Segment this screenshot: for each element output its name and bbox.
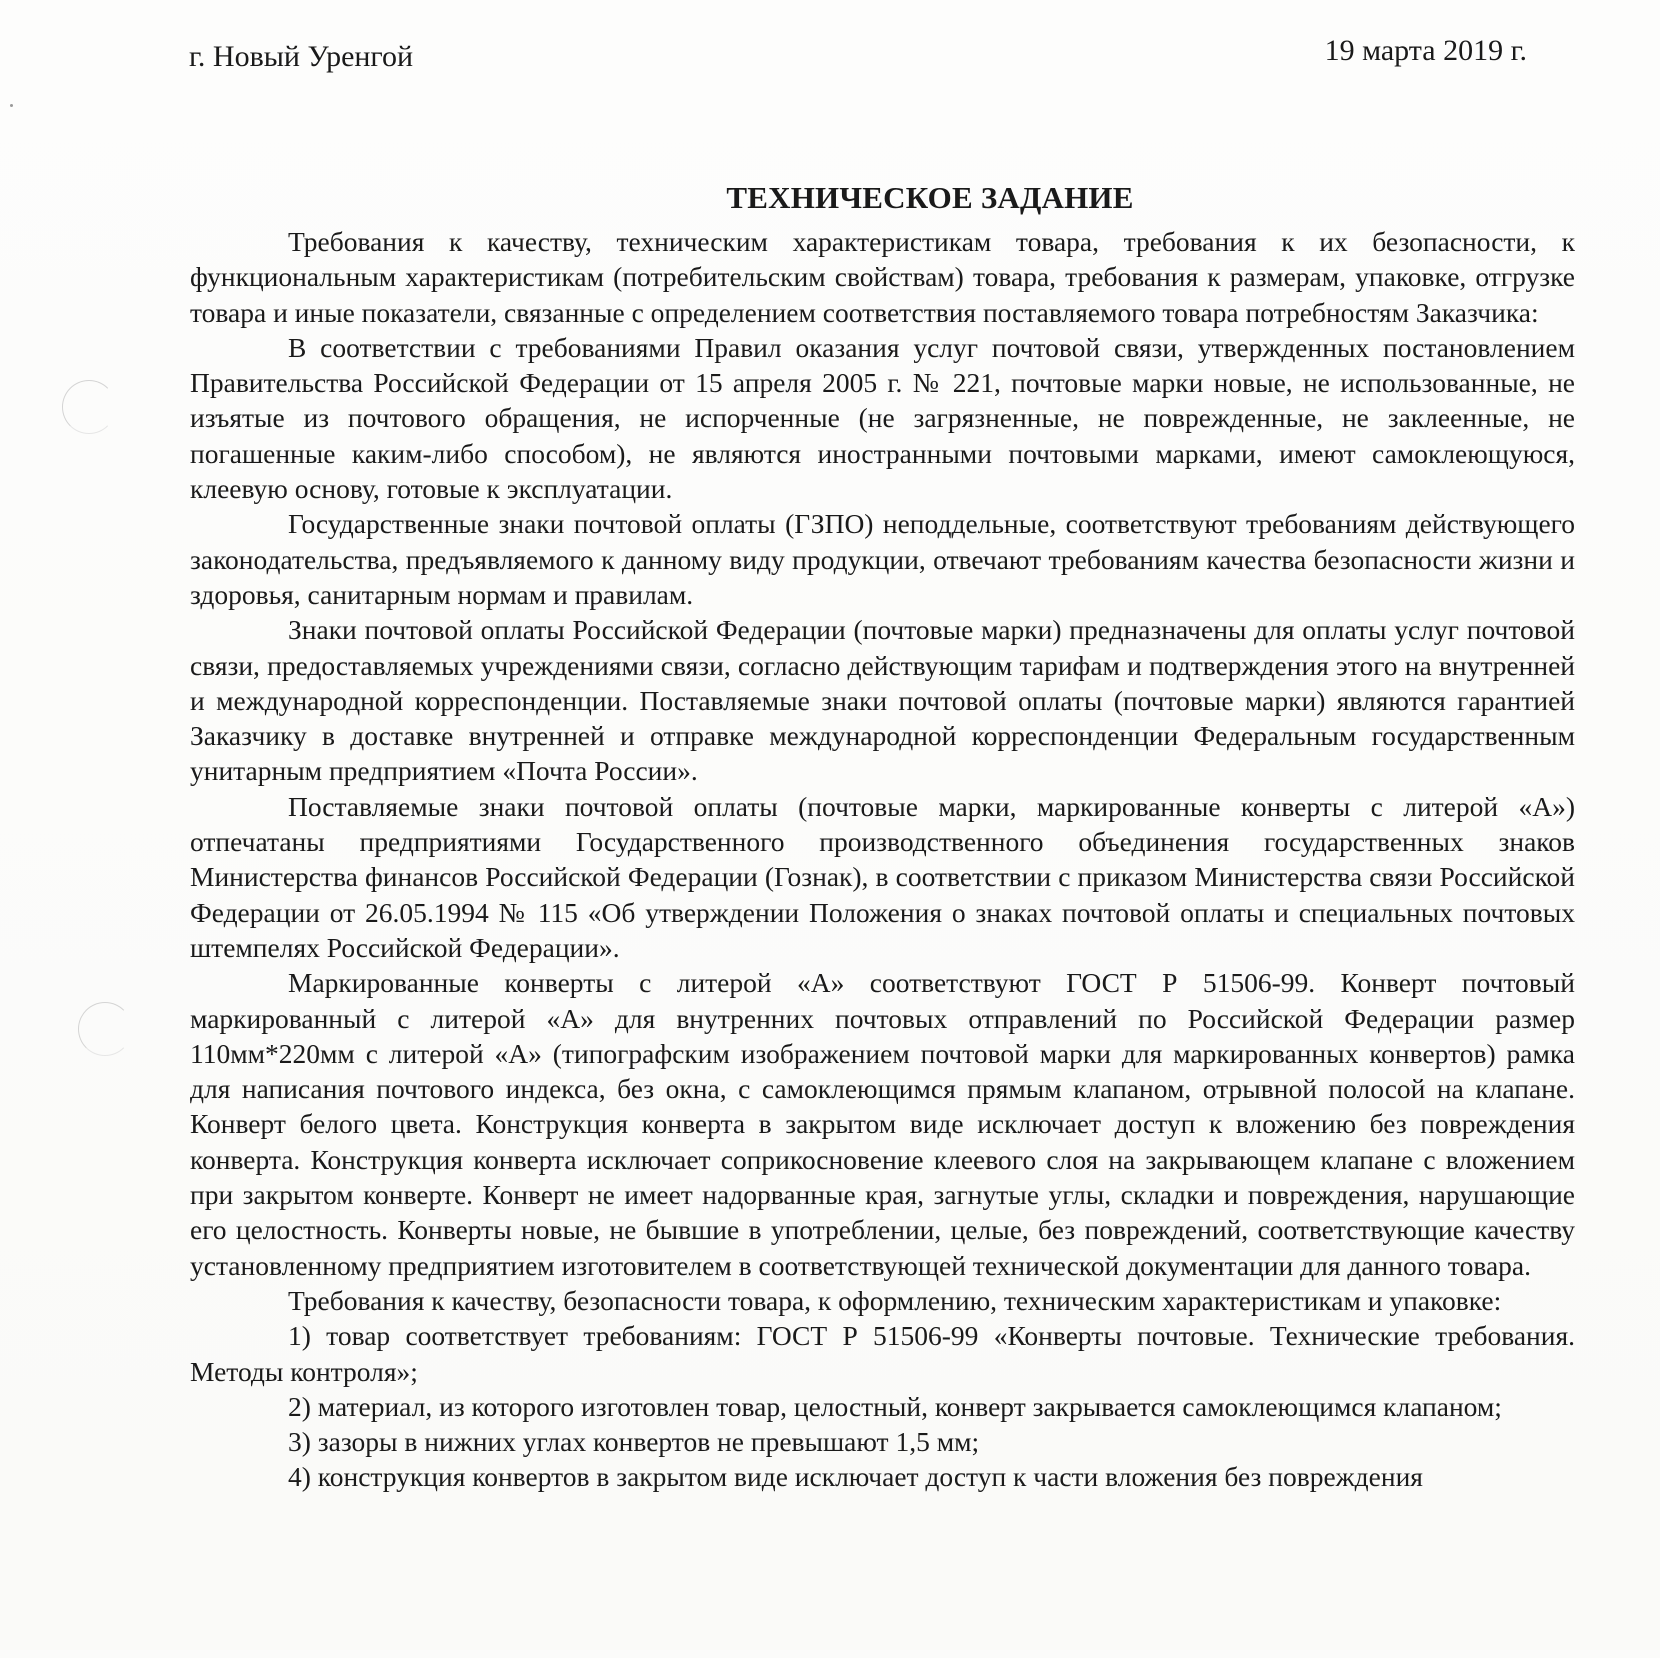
paragraph-gzpo: Государственные знаки почтовой оплаты (ГЗПО) неподдельные, соответствуют требованиям действующего законодательства, предъявляемого к данному виду продукции, отвечают требованиям качества безопасности жизни и здоровья, санитарным нормам и правилам. [190,508,1575,610]
paragraph-postal-rules: В соответствии с требованиями Правил оказания услуг почтовой связи, утвержденных постановлением Правительства Российской Федерации от 15 апреля 2005 г. № 221, почтовые марки новые, не использованные, не изъятые из почтового обращения, не испорченные (не загрязненные, не поврежденные, не заклеенные, не погашенные каким-либо способом), не являются иностранными почтовыми марками, имеют самоклеющуюся, клеевую основу, готовые к эксплуатации. [190,331,1575,505]
document-date: 19 марта 2019 г. [1324,34,1527,67]
punch-hole-mark [62,380,116,434]
paragraph-envelopes: Маркированные конверты с литерой «А» соответствуют ГОСТ Р 51506-99. Конверт почтовый маркированный с литерой «А» для внутренних почтовых отправлений по Российской Федерации размер 110мм*220мм с литерой «А» (типографским изображением почтовой марки для маркированных конвертов) рамка для написания почтового индекса, без окна, с самоклеющимся прямым клапаном, отрывной полосой на клапане. Конверт белого цвета. Конструкция конверта в закрытом виде исключает доступ к вложению без повреждения конверта. Конструкция конверта исключает соприкосновение клеевого слоя на закрывающем клапане с вложением при закрытом конверте. Конверт не имеет надорванные края, загнутые углы, складки и повреждения, нарушающие его целостность. Конверты новые, не бывшие в употреблении, целые, без повреждений, соответствующие качеству установленному предприятием изготовителем в соответствующей технической документации для данного товара. [190,967,1575,1281]
list-item-4: 4) конструкция конвертов в закрытом виде исключает доступ к части вложения без повреждения [288,1461,1423,1493]
list-item-3: 3) зазоры в нижних углах конвертов не превышают 1,5 мм; [288,1426,980,1458]
paragraph-goznak: Поставляемые знаки почтовой оплаты (почтовые марки, маркированные конверты с литерой «А») отпечатаны предприятиями Государственного производственного объединения государственных знаков Министерства финансов Российской Федерации (Гознак), в соответствии с приказом Министерства связи Российской Федерации от 26.05.1994 № 115 «Об утверждении Положения о знаках почтовой оплаты и специальных почтовых штемпелях Российской Федерации». [190,790,1575,963]
paragraph-quality-requirements: Требования к качеству, безопасности товара, к оформлению, техническим характеристикам и упаковке: [288,1284,1502,1316]
paragraph-requirements-intro: Требования к качеству, техническим характеристикам товара, требования к их безопасности, к функциональным характеристикам (потребительским свойствам) товара, требования к размерам, упаковке, отгрузке товара и иные показатели, связанные с определением соответствия поставляемого товара потребностям Заказчика: [190,226,1575,328]
paragraph-postage-stamps: Знаки почтовой оплаты Российской Федерации (почтовые марки) предназначены для оплаты услуг почтовой связи, предоставляемых учреждениями связи, согласно действующим тарифам и подтверждения этого на внутренней и международной корреспонденции. Поставляемые знаки почтовой оплаты (почтовые марки) являются гарантией Заказчику в доставке внутренней и отправке международной корреспонденции Федеральным государственным унитарным предприятием «Почта России». [190,614,1575,787]
scan-speck [10,104,13,107]
document-title: ТЕХНИЧЕСКОЕ ЗАДАНИЕ [726,180,1134,215]
punch-hole-mark [78,1002,132,1056]
list-item-1: 1) товар соответствует требованиям: ГОСТ Р 51506-99 «Конверты почтовые. Технические требования. Методы контроля»; [190,1320,1575,1387]
document-header [189,34,1527,80]
list-item-2: 2) материал, из которого изготовлен товар, целостный, конверт закрывается самоклеющимся клапаном; [288,1390,1502,1422]
city-label: г. Новый Уренгой [189,40,414,73]
document-body [190,224,1575,1495]
page-bottom-edge [0,1650,1660,1658]
